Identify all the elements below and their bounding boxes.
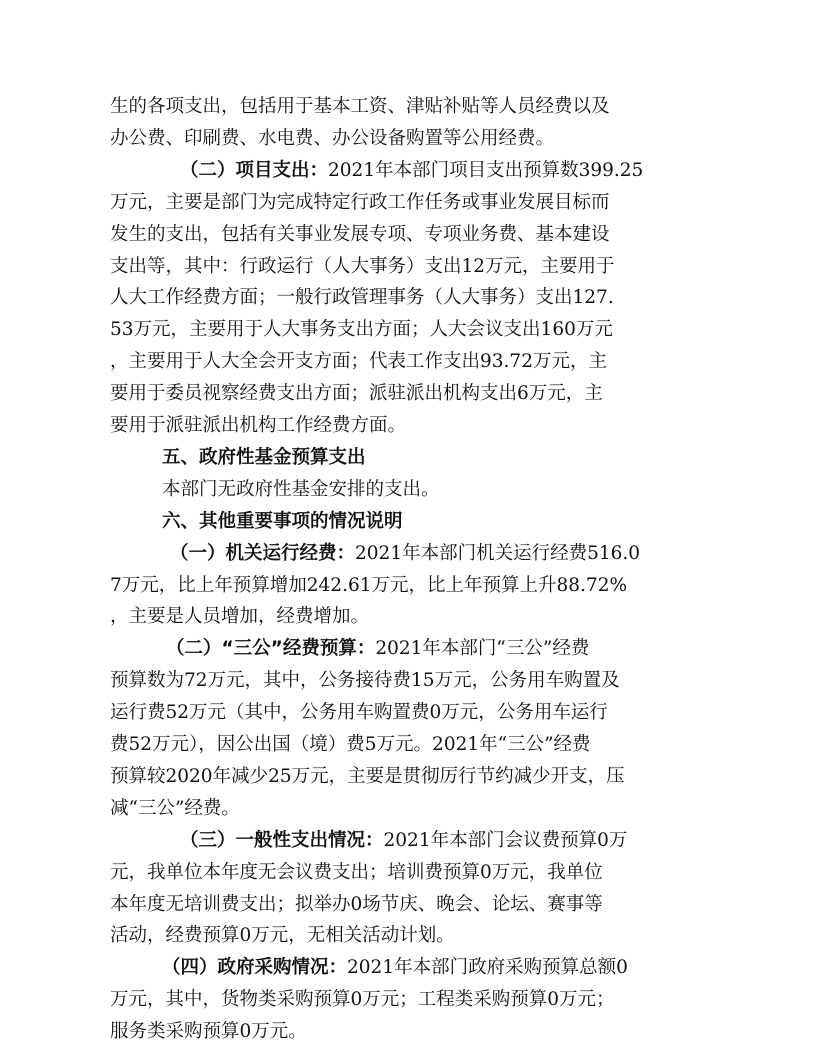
paragraph-text: 2021年本部门“三公”经费 — [375, 638, 590, 660]
paragraph-heading: （二）项目支出： — [180, 159, 329, 181]
text-line — [110, 222, 610, 248]
paragraph-text: 要用于派驻派出机构工作经费方面。 — [110, 415, 407, 436]
text-line — [110, 860, 603, 886]
paragraph-text: 2021年本部门政府采购预算总额0 — [347, 957, 628, 979]
paragraph-text: 2021年本部门会议费预算0万 — [383, 829, 628, 851]
text-line — [110, 700, 608, 726]
paragraph-text: 减“三公”经费。 — [110, 797, 240, 819]
paragraph-heading: （一）机关运行经费： — [170, 542, 356, 564]
paragraph-text: 办公费、印刷费、水电费、办公设备购置等公用经费。 — [110, 127, 555, 149]
text-line — [110, 190, 610, 216]
paragraph-text: 本部门无政府性基金安排的支出。 — [162, 478, 440, 500]
paragraph-heading: （四）政府采购情况： — [162, 957, 348, 979]
paragraph-text: 2021年本部门机关运行经费516.0 — [355, 542, 641, 564]
paragraph-text: 运行费52万元（其中，公务用车购置费0万元，公务用车运行 — [110, 702, 608, 724]
text-line — [110, 668, 620, 694]
paragraph-heading: 六、其他重要事项的情况说明 — [162, 510, 403, 532]
paragraph-text: 生的各项支出，包括用于基本工资、津贴补贴等人员经费以及 — [110, 96, 610, 117]
text-line — [110, 987, 615, 1013]
paragraph-text: 服务类采购预算0万元。 — [110, 1021, 307, 1043]
text-line — [110, 285, 614, 311]
text-line — [110, 94, 610, 120]
text-line — [180, 828, 627, 854]
text-line — [170, 541, 640, 567]
paragraph-text: 本年度无培训费支出；拟举办0场节庆、晚会、论坛、赛事等 — [110, 893, 603, 915]
paragraph-text: 要用于委员视察经费支出方面；派驻派出机构支出6万元，主 — [110, 383, 603, 405]
text-line — [162, 955, 628, 981]
text-line — [110, 764, 625, 790]
text-line — [162, 477, 440, 503]
paragraph-text: 万元，主要是部门为完成特定行政工作任务或事业发展目标而 — [110, 191, 610, 213]
text-line — [110, 923, 455, 949]
text-line — [162, 509, 403, 535]
text-line — [110, 254, 615, 280]
paragraph-text: 活动，经费预算0万元，无相关活动计划。 — [110, 925, 455, 947]
text-line — [110, 381, 603, 407]
paragraph-text: 费52万元），因公出国（境）费5万元。2021年“三公”经费 — [110, 734, 591, 755]
paragraph-text: 万元，其中，货物类采购预算0万元；工程类采购预算0万元； — [110, 989, 615, 1011]
paragraph-text: 53万元，主要用于人大事务支出方面；人大会议支出160万元 — [110, 319, 613, 341]
text-line — [110, 349, 607, 375]
text-line — [110, 604, 369, 630]
paragraph-heading: （三）一般性支出情况： — [180, 829, 384, 851]
paragraph-text: 预算较2020年减少25万元，主要是贯彻厉行节约减少开支，压 — [110, 765, 625, 787]
text-line — [110, 892, 603, 918]
text-line — [110, 796, 240, 822]
text-line — [110, 732, 591, 758]
text-line — [166, 636, 589, 662]
paragraph-text: 7万元，比上年预算增加242.61万元，比上年预算上升88.72% — [110, 574, 628, 596]
paragraph-text: 支出等，其中：行政运行（人大事务）支出12万元，主要用于 — [110, 255, 615, 277]
text-line — [180, 158, 643, 184]
paragraph-text: 元，我单位本年度无会议费支出；培训费预算0万元，我单位 — [110, 861, 603, 883]
paragraph-text: ，主要用于人大全会开支方面；代表工作支出93.72万元，主 — [110, 351, 607, 373]
paragraph-heading: 五、政府性基金预算支出 — [162, 446, 366, 468]
paragraph-text: 预算数为72万元，其中，公务接待费15万元，公务用车购置及 — [110, 670, 620, 692]
paragraph-text: ，主要是人员增加，经费增加。 — [110, 606, 370, 628]
text-line — [110, 126, 554, 152]
text-line — [110, 413, 406, 439]
paragraph-heading: （二）“三公”经费预算： — [166, 638, 376, 660]
text-line — [110, 317, 613, 343]
paragraph-text: 发生的支出，包括有关事业发展专项、专项业务费、基本建设 — [110, 223, 610, 245]
text-line — [110, 1019, 307, 1045]
paragraph-text: 2021年本部门项目支出预算数399.25 — [328, 159, 644, 181]
text-line — [110, 573, 627, 599]
paragraph-text: 人大工作经费方面；一般行政管理事务（人大事务）支出127. — [110, 287, 614, 309]
text-line — [162, 445, 366, 471]
